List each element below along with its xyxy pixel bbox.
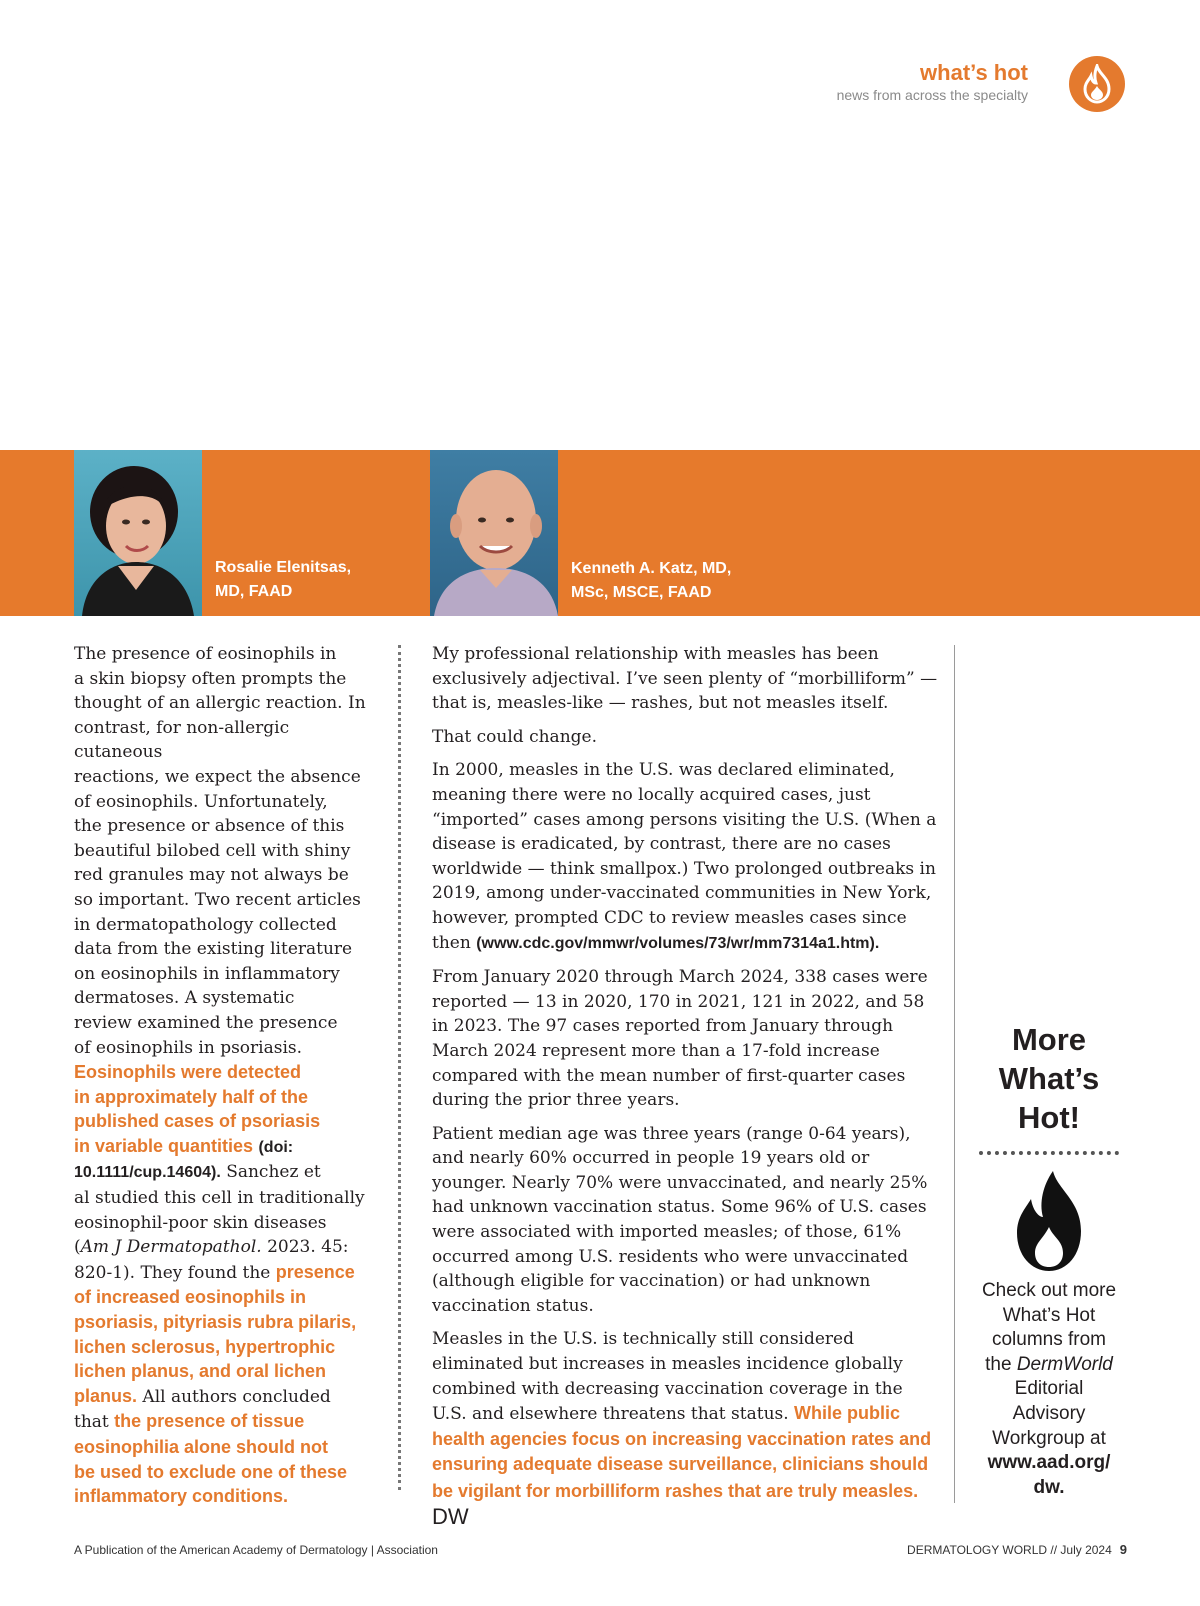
paragraph [432, 758, 942, 956]
text-line: The presence of eosinophils in [74, 644, 337, 664]
doi-reference: (doi: [258, 1138, 294, 1156]
author-name-line: Rosalie Elenitsas, [215, 559, 352, 576]
text-line: red granules may not always be [74, 865, 349, 886]
highlight-line: published cases of psoriasis [74, 1111, 321, 1132]
text-line: the presence or absence of this [74, 816, 345, 837]
text-span: 820-1). They found the [74, 1262, 276, 1283]
text-span: the [985, 1353, 1017, 1375]
text-span: 2023. 45: [261, 1237, 349, 1258]
text-span: In 2000, measles in the U.S. was declared eliminated, meaning there were no locally acquired cases, just “imported” cases among persons visiting the U.S. (When a disease is eradicated, by contrast, there are no cases worldwide — think smallpox.) Two prolonged outbreaks in 2019, among under-vaccinated communities in New York, however, prompted CDC to review measles cases since then [432, 760, 937, 953]
highlight-line: be used to exclude one of these [74, 1461, 348, 1482]
text-line: Check out more [981, 1280, 1117, 1301]
footer-publication: A Publication of the American Academy of Dermatology | Association [74, 1543, 438, 1557]
highlight-line: inflammatory conditions. [74, 1486, 289, 1507]
text-line: reactions, we expect the absence [74, 766, 361, 787]
text-line: data from the existing literature [74, 939, 353, 960]
highlight-line: lichen sclerosus, hypertrophic [74, 1336, 336, 1357]
text-span: ( [74, 1237, 81, 1258]
text-line: a skin biopsy often prompts the [74, 668, 347, 689]
text-span: Measles in the U.S. is technically still considered eliminated but increases in measles incidence globally combined with decreasing vaccination coverage in the U.S. and elsewhere threatens that status. [432, 1329, 903, 1425]
paragraph: My professional relationship with measles has been exclusively adjectival. I’ve seen plenty of “morbilliform” — that is, measles-like — rashes, but not measles itself. [432, 644, 938, 714]
highlight-span: presence [275, 1261, 355, 1282]
page-number: 9 [1119, 1542, 1127, 1557]
cdc-link[interactable]: (www.cdc.gov/mmwr/volumes/73/wr/mm7314a1.htm). [476, 934, 880, 952]
text-line: of eosinophils in psoriasis. [74, 1037, 303, 1058]
text-span: Sanchez et [220, 1162, 321, 1183]
sidebar-title [966, 1020, 1132, 1137]
text-line: al studied this cell in traditionally [74, 1188, 365, 1209]
issue-label: DERMATOLOGY WORLD // July 2024 [907, 1543, 1112, 1557]
dotted-divider [979, 1151, 1119, 1155]
text-line: eosinophil-poor skin diseases [74, 1212, 327, 1233]
paragraph: From January 2020 through March 2024, 338 cases were reported — 13 in 2020, 170 in 2021, 121 in 2022, and 58 in 2023. The 97 cases reported from January through March 2024 represent more than a 17-fold increase compared with the mean number of first-quarter cases during the prior three years. [432, 967, 928, 1111]
highlight-line: in variable quantities [74, 1135, 254, 1156]
sidebar-text [966, 1279, 1132, 1451]
url-line[interactable]: www.aad.org/ [987, 1452, 1111, 1474]
highlight-line: psoriasis, pityriasis rubra pilaris, [74, 1312, 357, 1333]
title-line: Hot! [1018, 1100, 1080, 1135]
url-line[interactable]: dw. [1033, 1476, 1065, 1498]
author-credentials: MSc, MSCE, FAAD [571, 584, 712, 601]
author-photo-elenitsas [74, 450, 202, 616]
flame-icon [1069, 56, 1125, 112]
text-line: of eosinophils. Unfortunately, [74, 791, 328, 812]
highlight-line: Eosinophils were detected [74, 1062, 302, 1083]
column-divider-dotted [398, 645, 401, 1490]
highlight-line: in approximately half of the [74, 1086, 309, 1107]
highlight-span: While public health agencies focus on increasing vaccination rates and ensuring adequate disease surveillance, clinicians should be vigilant for morbilliform rashes that are truly measles. [432, 1403, 932, 1501]
text-line: Advisory [1012, 1402, 1086, 1424]
paragraph: That could change. [432, 726, 597, 747]
section-subtitle: news from across the specialty [836, 87, 1028, 103]
highlight-line: lichen planus, and oral lichen [74, 1361, 327, 1382]
paragraph: Patient median age was three years (range 0-64 years), and nearly 60% occurred in people 19 years old or younger. Nearly 70% were unvaccinated, and nearly 25% had unknown vaccination status. Some 96% of U.S. cases were associated with imported measles; of those, 61% occurred among U.S. residents who were unvaccinated (although eligible for vaccination) or had unknown vaccination status. [432, 1123, 928, 1316]
article-measles [432, 642, 942, 1540]
sidebar-more-whats-hot [966, 1020, 1132, 1500]
text-line: in dermatopathology collected [74, 914, 337, 935]
section-title: what’s hot [920, 60, 1028, 85]
text-span: that [74, 1412, 115, 1433]
journal-citation: Am J Dermatopathol. [80, 1237, 262, 1258]
text-line: on eosinophils in inflammatory [74, 963, 340, 984]
highlight-line: eosinophilia alone should not [74, 1437, 329, 1457]
text-line: review examined the presence [74, 1012, 338, 1033]
text-line: columns from [991, 1329, 1107, 1351]
author-name-elenitsas [215, 556, 351, 604]
author-photo-katz [430, 450, 558, 616]
footer-issue [907, 1542, 1127, 1557]
doi-reference: 10.1111/cup.14604). [74, 1164, 221, 1182]
paragraph [432, 1327, 942, 1531]
flame-icon [1009, 1169, 1089, 1273]
section-header [837, 60, 1028, 104]
title-line: What’s [998, 1061, 1100, 1096]
highlight-span: the presence of tissue [114, 1411, 305, 1432]
title-line: More [1011, 1022, 1087, 1057]
article-eosinophils [74, 642, 379, 1509]
aad-link[interactable] [966, 1451, 1132, 1500]
text-line: Editorial [1014, 1378, 1084, 1400]
text-span: All authors concluded [137, 1386, 331, 1407]
text-line: What’s Hot [1002, 1304, 1096, 1326]
magazine-name: DermWorld [1016, 1353, 1113, 1375]
text-line: contrast, for non-allergic cutaneous [74, 717, 290, 763]
text-line: beautiful bilobed cell with shiny [74, 840, 351, 861]
text-line: so important. Two recent articles [74, 889, 361, 910]
column-divider-solid [954, 645, 955, 1503]
author-name-line: Kenneth A. Katz, MD, [571, 560, 732, 577]
author-credentials: MD, FAAD [215, 583, 293, 600]
highlight-span: planus. [74, 1385, 138, 1406]
article-body [74, 642, 379, 1509]
end-mark: DW [432, 1503, 469, 1529]
text-line: dermatoses. A systematic [74, 988, 295, 1009]
author-name-katz [571, 557, 731, 605]
highlight-line: of increased eosinophils in [74, 1287, 307, 1308]
text-line: thought of an allergic reaction. In [74, 693, 366, 714]
text-line: Workgroup at [992, 1427, 1106, 1449]
